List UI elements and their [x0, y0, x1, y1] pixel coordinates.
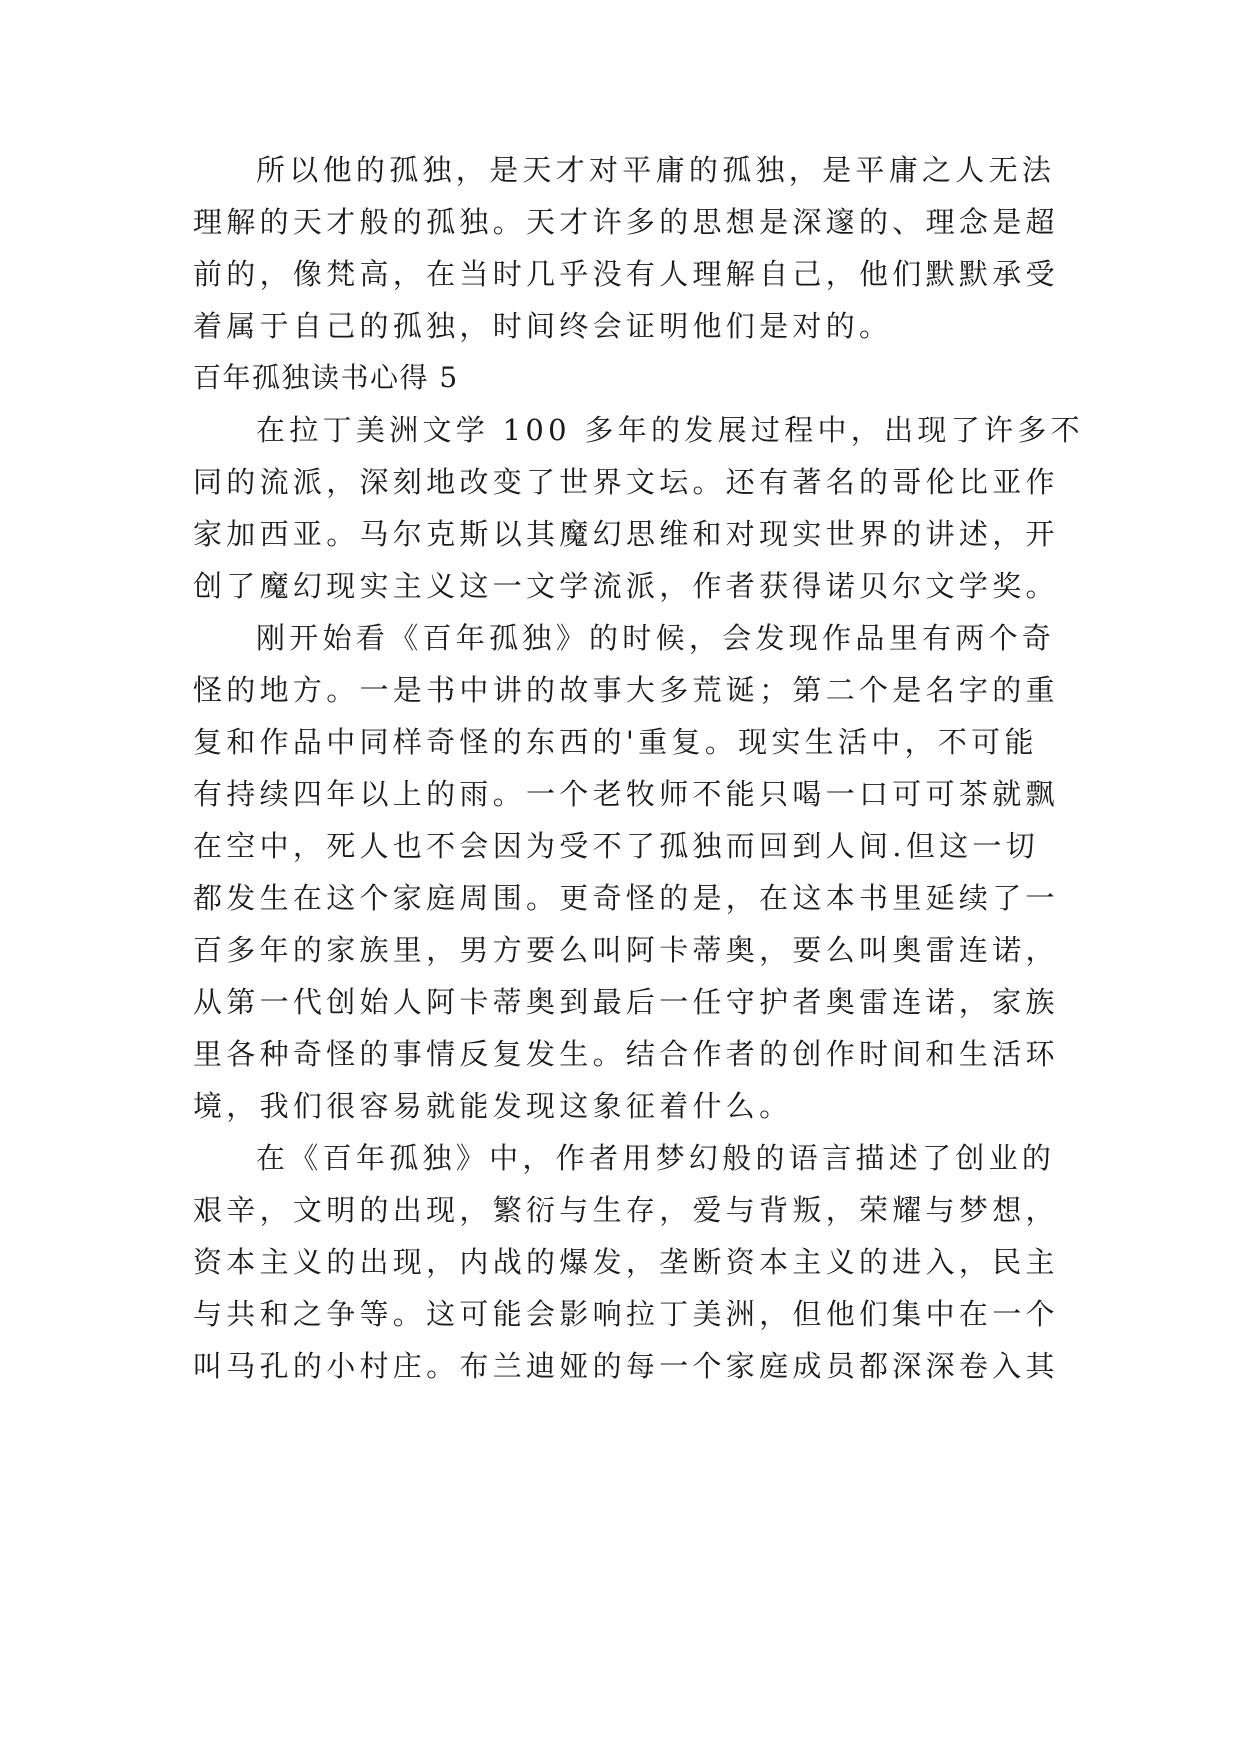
text-line: 艰辛，文明的出现，繁衍与生存，爱与背叛，荣耀与梦想， — [193, 1193, 1059, 1227]
text-line: 有持续四年以上的雨。一个老牧师不能只喝一口可可茶就飘 — [193, 777, 1059, 811]
text-line: 所以他的孤独，是天才对平庸的孤独，是平庸之人无法 — [256, 153, 1056, 187]
text-line: 刚开始看《百年孤独》的时候，会发现作品里有两个奇 — [256, 621, 1056, 655]
text-line: 怪的地方。一是书中讲的故事大多荒诞；第二个是名字的重 — [193, 673, 1059, 707]
text-line: 百多年的家族里，男方要么叫阿卡蒂奥，要么叫奥雷连诺， — [193, 933, 1059, 967]
text-line: 在空中，死人也不会因为受不了孤独而回到人间.但这一切 — [193, 829, 1040, 863]
text-line: 复和作品中同样奇怪的东西的'重复。现实生活中，不可能 — [193, 725, 1038, 759]
text-line: 在拉丁美洲文学 100 多年的发展过程中，出现了许多不 — [256, 413, 1084, 447]
text-line: 着属于自己的孤独，时间终会证明他们是对的。 — [193, 309, 893, 343]
text-line: 都发生在这个家庭周围。更奇怪的是，在这本书里延续了一 — [193, 881, 1059, 915]
text-line: 创了魔幻现实主义这一文学流派，作者获得诺贝尔文学奖。 — [193, 569, 1059, 603]
text-line: 从第一代创始人阿卡蒂奥到最后一任守护者奥雷连诺，家族 — [193, 985, 1059, 1019]
text-line: 理解的天才般的孤独。天才许多的思想是深邃的、理念是超 — [193, 205, 1059, 239]
text-line: 在《百年孤独》中，作者用梦幻般的语言描述了创业的 — [256, 1141, 1056, 1175]
text-line: 叫马孔的小村庄。布兰迪娅的每一个家庭成员都深深卷入其 — [193, 1349, 1059, 1383]
text-line: 前的，像梵高，在当时几乎没有人理解自己，他们默默承受 — [193, 257, 1059, 291]
text-line: 与共和之争等。这可能会影响拉丁美洲，但他们集中在一个 — [193, 1297, 1059, 1331]
text-line: 资本主义的出现，内战的爆发，垄断资本主义的进入，民主 — [193, 1245, 1059, 1279]
text-line: 家加西亚。马尔克斯以其魔幻思维和对现实世界的讲述，开 — [193, 517, 1059, 551]
text-line: 境，我们很容易就能发现这象征着什么。 — [193, 1089, 793, 1123]
section-heading: 百年孤独读书心得 5 — [193, 361, 459, 394]
text-line: 同的流派，深刻地改变了世界文坛。还有著名的哥伦比亚作 — [193, 465, 1059, 499]
text-line: 里各种奇怪的事情反复发生。结合作者的创作时间和生活环 — [193, 1037, 1059, 1071]
